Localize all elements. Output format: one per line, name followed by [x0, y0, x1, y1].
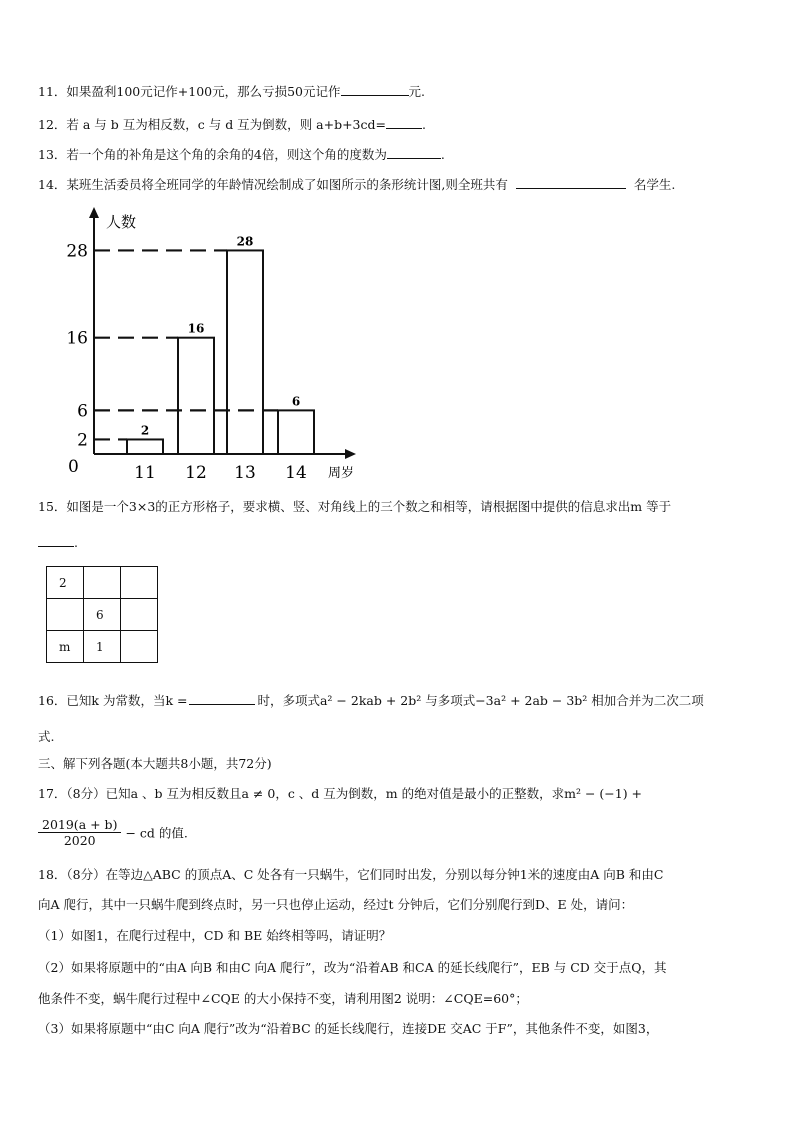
question-15-tail: . [74, 535, 78, 550]
question-17-text-a: 17．（8分）已知a 、b 互为相反数且a ≠ 0，c 、d 互为倒数，m 的绝对值是最小的正整数，求m² − (−1) + [38, 786, 643, 801]
question-18-text: （1）如图1，在爬行过程中，CD 和 BE 始终相等吗，请证明？ [38, 928, 392, 943]
grid-cell [121, 567, 158, 599]
question-18-text: 18．（8分）在等边△ABC 的顶点A、C 处各有一只蜗牛，它们同时出发，分别以每分钟1米的速度由A 向B 和由C [38, 867, 664, 882]
answer-blank[interactable] [38, 534, 74, 547]
x-tick-label: 14 [285, 463, 307, 480]
question-17-text-b: − cd 的值. [125, 825, 188, 841]
y-axis-arrow [89, 207, 99, 218]
x-tick-label: 12 [185, 463, 207, 480]
magic-square-grid [46, 566, 158, 663]
question-18-part-2 [38, 960, 667, 976]
question-17-fraction-line [38, 817, 188, 848]
question-15-text: 15．如图是一个3×3的正方形格子，要求横、竖、对角线上的三个数之和相等，请根据图中提供的信息求出m 等于 [38, 499, 672, 514]
answer-blank[interactable] [189, 692, 255, 705]
grid-cell: 6 [84, 599, 121, 631]
x-tick-label: 13 [234, 463, 256, 480]
section-heading [38, 756, 272, 772]
y-tick-label: 0 [68, 457, 79, 477]
question-15 [38, 499, 671, 515]
question-18-text: （3）如果将原题中“由C 向A 爬行”改为“沿着BC 的延长线爬行，连接DE 交AC 于F”，其他条件不变，如图3， [38, 1021, 659, 1036]
question-13-text: 13．若一个角的补角是这个角的余角的4倍，则这个角的度数为 [38, 147, 387, 162]
bar [178, 338, 214, 454]
question-16 [38, 692, 704, 709]
bar [127, 439, 163, 454]
fraction-numerator: 2019(a + b) [38, 817, 121, 833]
answer-blank[interactable] [516, 176, 626, 189]
fraction-denominator: 2020 [63, 833, 96, 848]
answer-blank[interactable] [341, 83, 409, 96]
x-tick-label: 11 [134, 463, 156, 480]
question-11-tail: 元. [408, 84, 425, 99]
bar-chart [50, 205, 380, 480]
question-18-text: 向A 爬行，其中一只蜗牛爬到终点时，另一只也停止运动，经过t 分钟后，它们分别爬行到D、E 处，请问： [38, 897, 634, 912]
y-axis-label: 人数 [106, 213, 137, 231]
question-18-part-1 [38, 928, 391, 944]
grid-cell [47, 599, 84, 631]
question-18-text: 他条件不变，蜗牛爬行过程中∠CQE 的大小保持不变，请利用图2 说明：∠CQE=60°； [38, 991, 528, 1006]
section-3-title: 三、解下列各题(本大题共8小题，共72分) [38, 756, 272, 771]
x-axis-arrow [345, 449, 356, 459]
grid-cell [121, 631, 158, 663]
question-18-line-1 [38, 867, 663, 883]
question-11 [38, 83, 425, 100]
y-tick-label: 28 [66, 241, 88, 262]
answer-blank[interactable] [387, 146, 441, 159]
question-14 [38, 176, 675, 193]
data-label: 2 [140, 423, 150, 438]
y-tick-label: 2 [77, 430, 88, 451]
question-18-part-3 [38, 1021, 658, 1037]
question-18-line-2 [38, 897, 633, 913]
data-label: 16 [187, 321, 205, 336]
question-11-text: 11．如果盈利100元记作+100元，那么亏损50元记作 [38, 84, 341, 99]
question-17 [38, 786, 642, 802]
question-15-answer [38, 534, 78, 551]
question-13-tail: . [440, 147, 445, 162]
y-tick-label: 16 [66, 328, 88, 349]
grid-cell: m [47, 631, 84, 663]
question-16-text-c: 式. [38, 729, 55, 744]
question-13 [38, 146, 445, 163]
x-axis-label: 周岁 [328, 466, 355, 480]
question-16-text-b: 时，多项式a² − 2kab + 2b² 与多项式−3a² + 2ab − 3b² 相加合并为二次二项 [257, 693, 704, 708]
question-12-text: 12．若 a 与 b 互为相反数，c 与 d 互为倒数，则 a+b+3cd= [38, 117, 386, 132]
y-tick-label: 6 [77, 401, 88, 422]
grid-cell: 1 [84, 631, 121, 663]
answer-blank[interactable] [386, 116, 422, 129]
question-12-tail: . [421, 117, 426, 132]
question-18-part-2-continued [38, 991, 528, 1007]
question-14-tail: 名学生. [633, 177, 676, 192]
data-label: 6 [291, 394, 301, 409]
data-label: 28 [236, 234, 254, 249]
grid-cell [84, 567, 121, 599]
question-12 [38, 116, 426, 133]
grid-cell: 2 [47, 567, 84, 599]
question-16-continued [38, 729, 54, 745]
bar [227, 250, 263, 454]
question-18-text: （2）如果将原题中的“由A 向B 和由C 向A 爬行”，改为“沿着AB 和CA 的延长线爬行”，EB 与 CD 交于点Q，其 [38, 960, 667, 975]
grid-cell [121, 599, 158, 631]
fraction [38, 817, 121, 848]
bar [278, 410, 314, 454]
question-14-text: 14．某班生活委员将全班同学的年龄情况绘制成了如图所示的条形统计图,则全班共有 [38, 177, 508, 192]
question-16-text-a: 16．已知k 为常数，当k = [38, 693, 188, 708]
